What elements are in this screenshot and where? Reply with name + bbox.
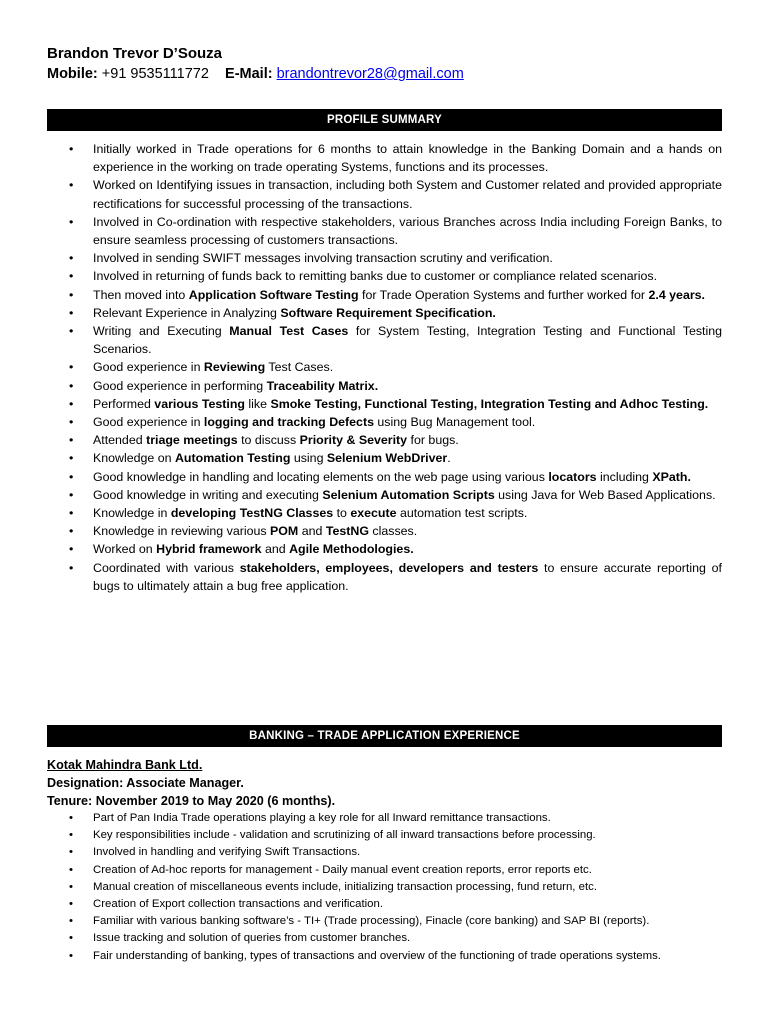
email-link[interactable]: brandontrevor28@gmail.com: [276, 66, 464, 82]
summary-text-run: Software Requirement Specification.: [280, 305, 496, 320]
summary-text-run: including: [596, 469, 653, 484]
summary-text-run: Good knowledge in handling and locating elements on the web page using various: [93, 469, 549, 484]
summary-text-run: 2.4 years.: [648, 287, 705, 302]
summary-text-run: Good knowledge in writing and executing: [93, 487, 323, 502]
summary-item: [47, 522, 722, 540]
summary-text-run: Attended: [93, 433, 147, 448]
summary-text-run: Hybrid framework: [156, 542, 262, 557]
summary-text-run: Traceability Matrix.: [266, 378, 379, 393]
summary-item: [47, 468, 722, 486]
summary-item: [47, 249, 722, 267]
summary-text-run: Good experience in: [93, 415, 204, 430]
summary-item: [47, 322, 722, 358]
summary-text-run: logging and tracking Defects: [203, 415, 374, 430]
summary-text-run: Application Software Testing: [188, 287, 359, 302]
experience-item: • Fair understanding of banking, types of transactions and overview of the functioning of trade operations systems.: [47, 948, 722, 965]
designation: Designation: Associate Manager.: [47, 776, 244, 790]
summary-text-run: for bugs.: [407, 433, 459, 448]
job-block: [47, 756, 335, 810]
summary-text-run: using Java for Web Based Applications.: [494, 487, 716, 502]
summary-text-run: Then moved into: [93, 287, 189, 302]
summary-text-run: POM: [270, 524, 299, 539]
summary-text-run: and: [298, 524, 326, 539]
summary-text-run: locators: [548, 469, 597, 484]
experience-heading: BANKING – TRADE APPLICATION EXPERIENCE: [47, 725, 722, 747]
summary-item: [47, 504, 722, 522]
summary-item: [47, 431, 722, 449]
summary-item: [47, 140, 722, 176]
summary-text-run: Reviewing: [203, 360, 266, 375]
summary-item: [47, 358, 722, 376]
summary-text-run: to: [333, 506, 351, 521]
contact-line: [47, 66, 464, 82]
summary-text-run: Knowledge on: [93, 451, 175, 466]
summary-text-run: Good experience in: [93, 360, 204, 375]
summary-text-run: and: [261, 542, 290, 557]
experience-item: • Involved in handling and verifying Swift Transactions.: [47, 844, 722, 861]
summary-text-run: classes.: [368, 524, 418, 539]
summary-text-run: Selenium Automation Scripts: [322, 487, 495, 502]
experience-item: • Part of Pan India Trade operations playing a key role for all Inward remittance transactions.: [47, 810, 722, 827]
summary-text-run: Agile Methodologies.: [289, 542, 414, 557]
mobile-number: +91 9535111772: [101, 66, 209, 82]
summary-text-run: Writing and Executing: [93, 324, 230, 339]
summary-text-run: Relevant Experience in Analyzing: [93, 305, 281, 320]
experience-item: • Creation of Export collection transactions and verification.: [47, 896, 722, 913]
summary-text-run: Automation Testing: [174, 451, 291, 466]
experience-item: • Key responsibilities include - validation and scrutinizing of all inward transactions before processing.: [47, 827, 722, 844]
summary-item: [47, 413, 722, 431]
tenure: Tenure: November 2019 to May 2020 (6 months).: [47, 794, 336, 808]
summary-text-run: to discuss: [237, 433, 300, 448]
profile-summary-heading: PROFILE SUMMARY: [47, 109, 722, 131]
summary-text-run: using: [290, 451, 327, 466]
summary-item: [47, 449, 722, 467]
mobile-label: Mobile:: [47, 66, 98, 82]
summary-text-run: Involved in returning of funds back to remitting banks due to customer or compliance related scenarios.: [93, 269, 658, 284]
summary-text-run: Manual Test Cases: [229, 324, 349, 339]
summary-item: [47, 395, 722, 413]
summary-item: [47, 486, 722, 504]
summary-text-run: Worked on Identifying issues in transaction, including both System and Customer related and provided appropriate rectifications for successful processing of the transactions.: [93, 178, 722, 211]
experience-item: • Creation of Ad-hoc reports for management - Daily manual event creation reports, error reports etc.: [47, 862, 722, 879]
summary-text-run: to ensure accurate reporting of bugs to ultimately attain a bug free application.: [93, 560, 722, 593]
summary-text-run: triage meetings: [146, 433, 238, 448]
summary-text-run: TestNG: [325, 524, 369, 539]
summary-text-run: Involved in sending SWIFT messages involving transaction scrutiny and verification.: [93, 251, 553, 266]
candidate-name: Brandon Trevor D’Souza: [47, 45, 223, 62]
summary-text-run: Involved in Co-ordination with respective stakeholders, various Branches across India including Foreign Banks, to ensure seamless processing of customers transactions.: [93, 214, 722, 248]
company-name: Kotak Mahindra Bank Ltd.: [47, 758, 203, 772]
summary-text-run: .: [447, 451, 451, 466]
summary-text-run: Good experience in performing: [93, 378, 267, 393]
email-label: E-Mail:: [225, 66, 273, 82]
summary-item: [47, 304, 722, 322]
experience-item: • Manual creation of miscellaneous events include, initializing transaction processing, fund return, etc.: [47, 879, 722, 896]
summary-text-run: Smoke Testing, Functional Testing, Integration Testing and Adhoc Testing.: [270, 396, 709, 411]
profile-summary-list: [47, 140, 722, 595]
summary-text-run: stakeholders, employees, developers and testers: [239, 560, 539, 575]
summary-text-run: execute: [350, 506, 397, 521]
summary-text-run: using Bug Management tool.: [373, 415, 536, 430]
summary-text-run: XPath.: [652, 469, 691, 484]
summary-text-run: Performed: [93, 396, 155, 411]
summary-item: [47, 176, 722, 212]
summary-item: [47, 267, 722, 285]
summary-text-run: Selenium WebDriver: [326, 451, 448, 466]
summary-text-run: Priority & Severity: [299, 433, 408, 448]
summary-text-run: like: [244, 396, 271, 411]
summary-text-run: automation test scripts.: [396, 506, 528, 521]
summary-item: [47, 286, 722, 304]
summary-text-run: Test Cases.: [265, 360, 334, 375]
summary-item: [47, 213, 722, 249]
summary-text-run: Worked on: [93, 542, 157, 557]
summary-text-run: developing TestNG Classes: [170, 506, 334, 521]
experience-item: • Familiar with various banking software’s - TI+ (Trade processing), Finacle (core banking) and SAP BI (reports).: [47, 913, 722, 930]
summary-item: [47, 377, 722, 395]
summary-text-run: Initially worked in Trade operations for 6 months to attain knowledge in the Banking Domain and a hands on experience in the working on trade operating Systems, functions and its processes.: [93, 142, 722, 175]
summary-text-run: for System Testing, Integration Testing and Functional Testing Scenarios.: [93, 324, 723, 357]
summary-item: [47, 540, 722, 558]
summary-text-run: Knowledge in reviewing various: [93, 524, 271, 539]
summary-text-run: Coordinated with various: [93, 560, 240, 575]
summary-text-run: for Trade Operation Systems and further worked for: [358, 287, 649, 302]
summary-item: [47, 559, 722, 595]
experience-item: • Issue tracking and solution of queries from customer branches.: [47, 930, 722, 947]
summary-text-run: Knowledge in: [93, 506, 171, 521]
summary-text-run: various Testing: [154, 396, 245, 411]
experience-list: [47, 810, 722, 965]
